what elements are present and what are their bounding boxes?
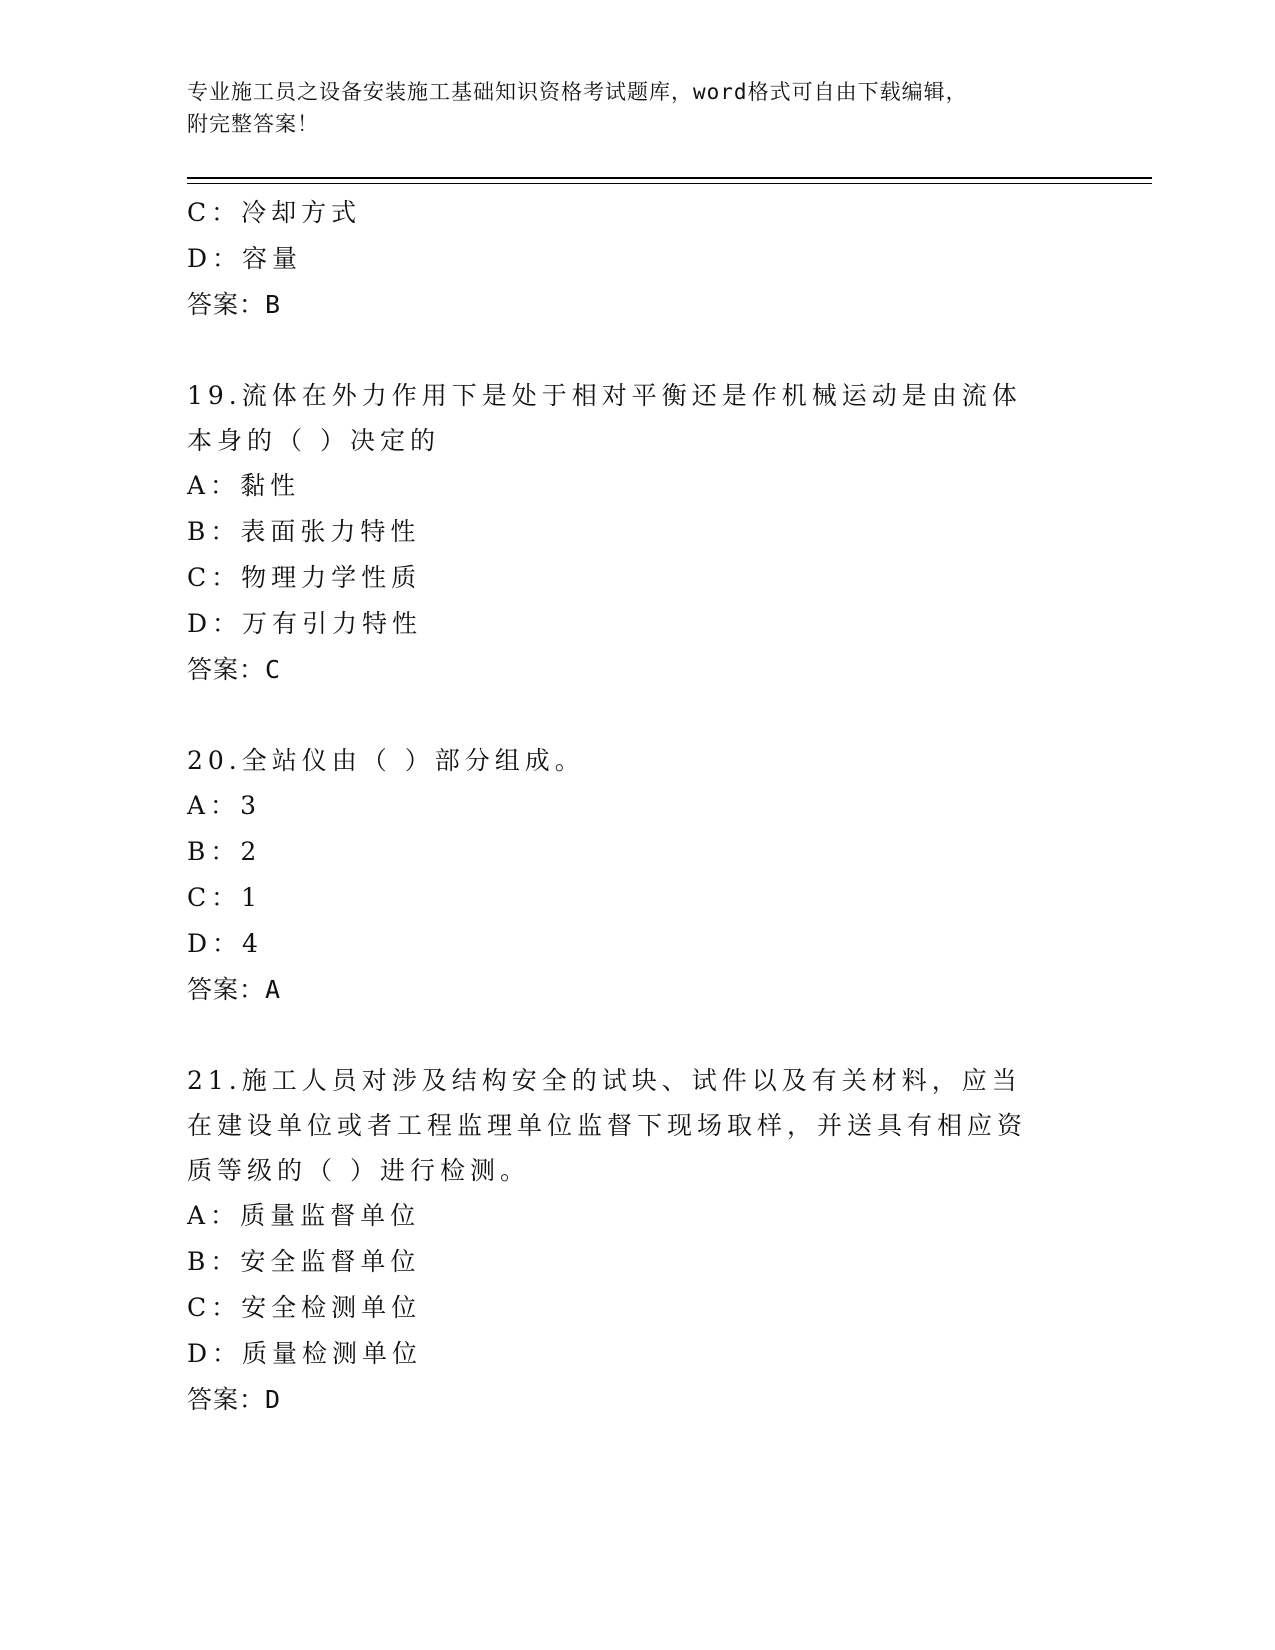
option-text: 3 bbox=[240, 791, 261, 820]
option-label: D： bbox=[187, 244, 243, 273]
option-a bbox=[187, 463, 1087, 509]
option-b bbox=[187, 1239, 1087, 1285]
question-number: 20. bbox=[187, 746, 242, 775]
question-text bbox=[187, 373, 1037, 463]
option-text: 质量监督单位 bbox=[240, 1201, 421, 1230]
question-list bbox=[187, 190, 1087, 1423]
option-label: B： bbox=[187, 1247, 241, 1276]
option-c bbox=[187, 1285, 1087, 1331]
option-c bbox=[187, 555, 1087, 601]
option-label: C： bbox=[187, 198, 242, 227]
option-text: 表面张力特性 bbox=[240, 517, 421, 546]
option-label: D： bbox=[187, 609, 243, 638]
option-d bbox=[187, 601, 1087, 647]
option-text: 万有引力特性 bbox=[242, 609, 423, 638]
answer-line: 答案：B bbox=[187, 290, 282, 319]
option-d bbox=[187, 921, 1087, 967]
option-text: 2 bbox=[240, 837, 262, 866]
header-line-2: 附完整答案！ bbox=[187, 112, 319, 136]
option-c bbox=[187, 875, 1087, 921]
question-18-continuation bbox=[187, 190, 1087, 328]
option-label: A： bbox=[187, 471, 241, 500]
option-b bbox=[187, 509, 1087, 555]
question-number: 21. bbox=[187, 1066, 242, 1095]
header-divider-thin bbox=[187, 183, 1152, 184]
question-20 bbox=[187, 738, 1087, 1013]
option-a bbox=[187, 783, 1087, 829]
option-label: B： bbox=[187, 837, 241, 866]
header-divider-thick bbox=[187, 177, 1152, 179]
option-text: 冷却方式 bbox=[241, 198, 362, 227]
question-text bbox=[187, 1058, 1037, 1193]
option-c bbox=[187, 190, 1087, 236]
option-label: C： bbox=[187, 1293, 242, 1322]
option-label: A： bbox=[187, 791, 241, 820]
option-d bbox=[187, 236, 1087, 282]
option-label: D： bbox=[187, 929, 243, 958]
question-21 bbox=[187, 1058, 1087, 1423]
header-line-1: 专业施工员之设备安装施工基础知识资格考试题库，word格式可自由下载编辑， bbox=[187, 80, 968, 104]
question-body: 全站仪由（ ）部分组成。 bbox=[241, 746, 585, 775]
option-label: B： bbox=[187, 517, 241, 546]
option-label: C： bbox=[187, 883, 242, 912]
question-19 bbox=[187, 373, 1087, 693]
question-body: 施工人员对涉及结构安全的试块、试件以及有关材料，应当在建设单位或者工程监理单位监督下现场取样，并送具有相应资质等级的（ ）进行检测。 bbox=[187, 1066, 1028, 1185]
question-text bbox=[187, 738, 1037, 783]
option-text: 质量检测单位 bbox=[242, 1339, 423, 1368]
option-label: A： bbox=[187, 1201, 241, 1230]
document-header bbox=[187, 76, 1067, 140]
option-text: 4 bbox=[242, 929, 263, 958]
option-b bbox=[187, 829, 1087, 875]
answer-line: 答案：A bbox=[187, 975, 282, 1004]
question-body: 流体在外力作用下是处于相对平衡还是作机械运动是由流体本身的（ ）决定的 bbox=[187, 381, 1022, 455]
option-a bbox=[187, 1193, 1087, 1239]
option-label: D： bbox=[187, 1339, 243, 1368]
option-label: C： bbox=[187, 563, 242, 592]
option-text: 安全监督单位 bbox=[240, 1247, 421, 1276]
option-text: 1 bbox=[241, 883, 263, 912]
answer-line: 答案：D bbox=[187, 1385, 282, 1414]
option-text: 容量 bbox=[242, 244, 303, 273]
option-text: 物理力学性质 bbox=[241, 563, 422, 592]
answer-line: 答案：C bbox=[187, 655, 282, 684]
question-number: 19. bbox=[187, 381, 242, 410]
option-text: 黏性 bbox=[240, 471, 301, 500]
option-text: 安全检测单位 bbox=[241, 1293, 422, 1322]
option-d bbox=[187, 1331, 1087, 1377]
